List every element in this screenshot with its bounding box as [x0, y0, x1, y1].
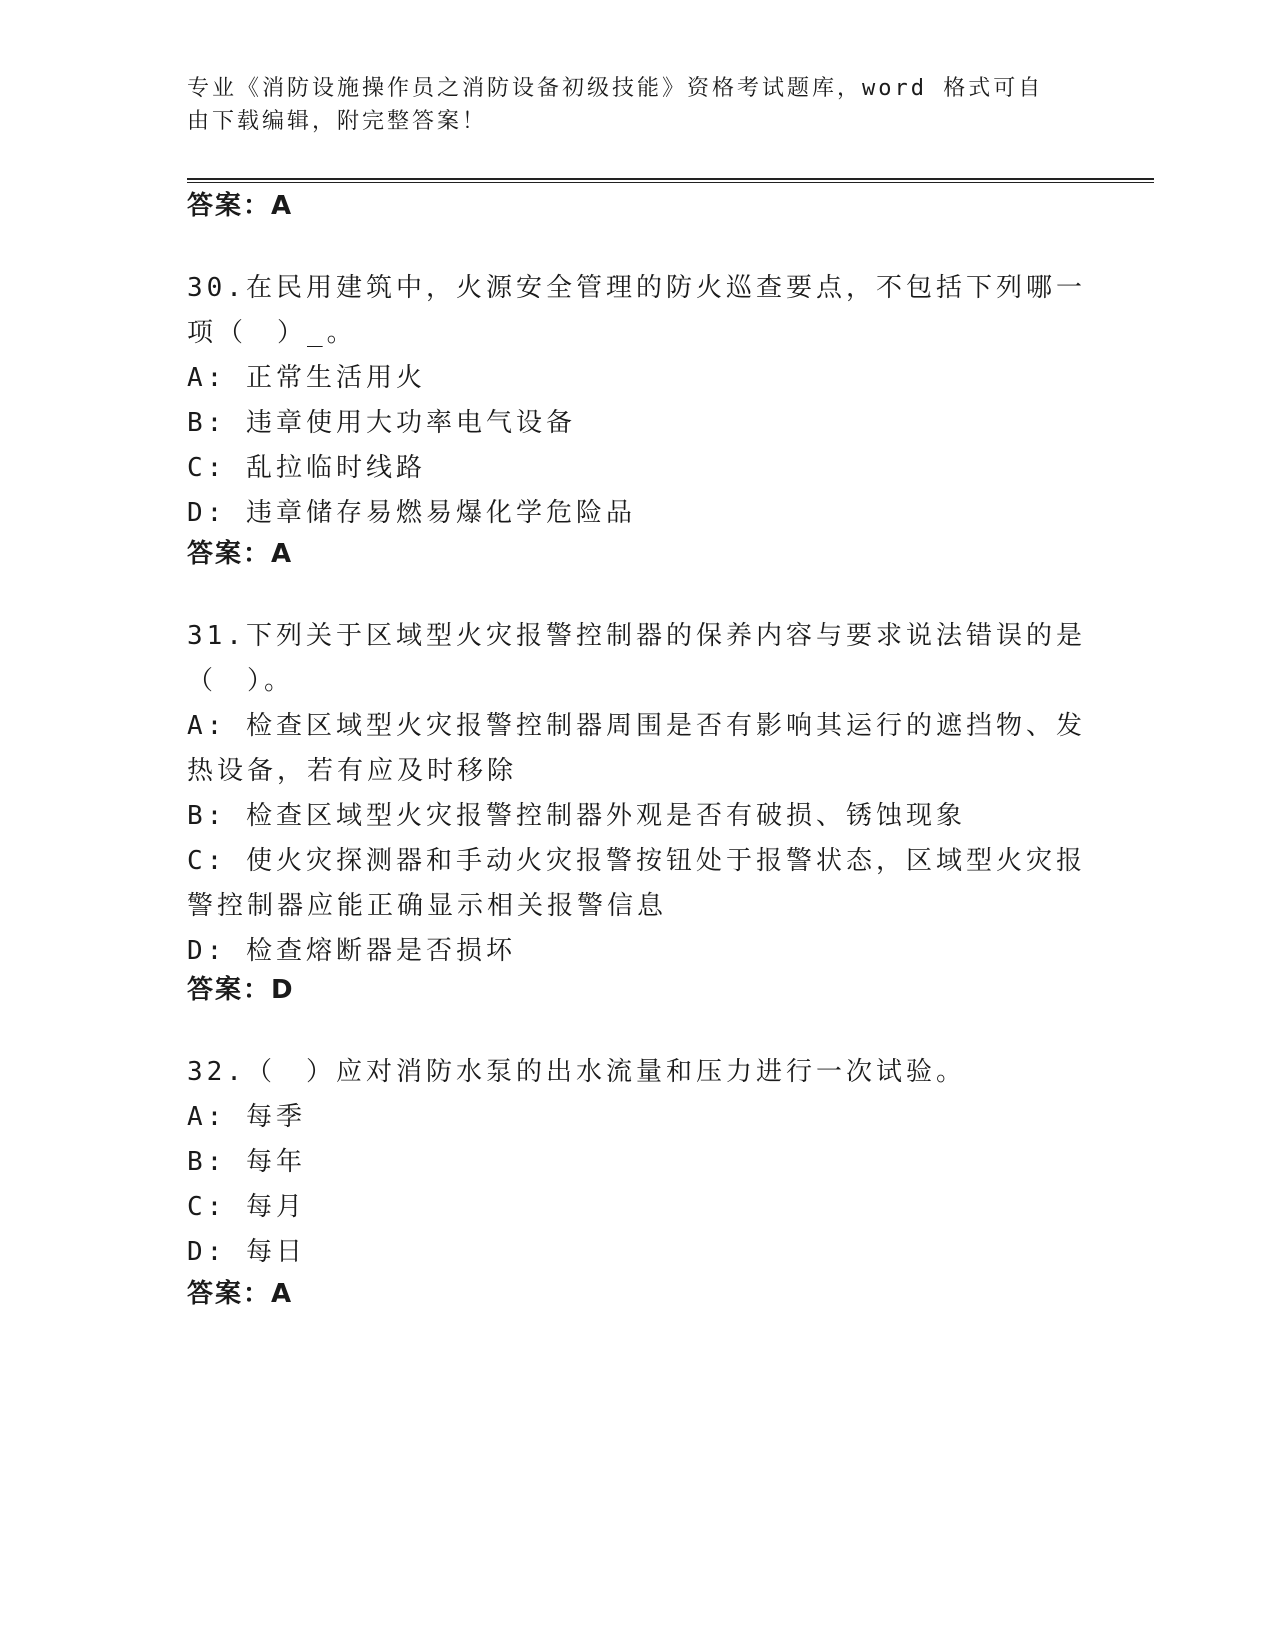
option-b: B: 检查区域型火灾报警控制器外观是否有破损、锈蚀现象 [187, 801, 966, 831]
option-b: B: 每年 [187, 1147, 306, 1177]
option-b: B: 违章使用大功率电气设备 [187, 408, 576, 438]
option-a: A: 每季 [187, 1102, 306, 1132]
option-a: A: 检查区域型火灾报警控制器周围是否有影响其运行的遮挡物、发热设备，若有应及时移除 [187, 711, 1086, 786]
page-header: 专业《消防设施操作员之消防设备初级技能》资格考试题库，word 格式可自由下载编辑，附完整答案！ [187, 76, 1044, 134]
option-d: D: 每日 [187, 1237, 306, 1267]
option-c: C: 使火灾探测器和手动火灾报警按钮处于报警状态，区域型火灾报警控制器应能正确显示相关报警信息 [187, 846, 1086, 921]
header-rule [187, 178, 1154, 183]
option-c: C: 每月 [187, 1192, 306, 1222]
answer-30: 答案：A [187, 539, 294, 569]
question-32 [187, 1050, 1087, 1275]
question-30 [187, 266, 1087, 536]
question-stem: 32.（ ）应对消防水泵的出水流量和压力进行一次试验。 [187, 1057, 966, 1087]
option-c: C: 乱拉临时线路 [187, 453, 426, 483]
answer-31: 答案：D [187, 975, 295, 1005]
option-d: D: 违章储存易燃易爆化学危险品 [187, 498, 636, 528]
option-d: D: 检查熔断器是否损坏 [187, 936, 516, 966]
option-a: A: 正常生活用火 [187, 363, 426, 393]
question-31 [187, 614, 1087, 974]
answer-32: 答案：A [187, 1279, 294, 1309]
previous-answer: 答案：A [187, 191, 294, 221]
question-stem: 31.下列关于区域型火灾报警控制器的保养内容与要求说法错误的是（ ）。 [187, 621, 1086, 696]
question-stem: 30.在民用建筑中，火源安全管理的防火巡查要点，不包括下列哪一项（ ）_。 [187, 273, 1086, 348]
